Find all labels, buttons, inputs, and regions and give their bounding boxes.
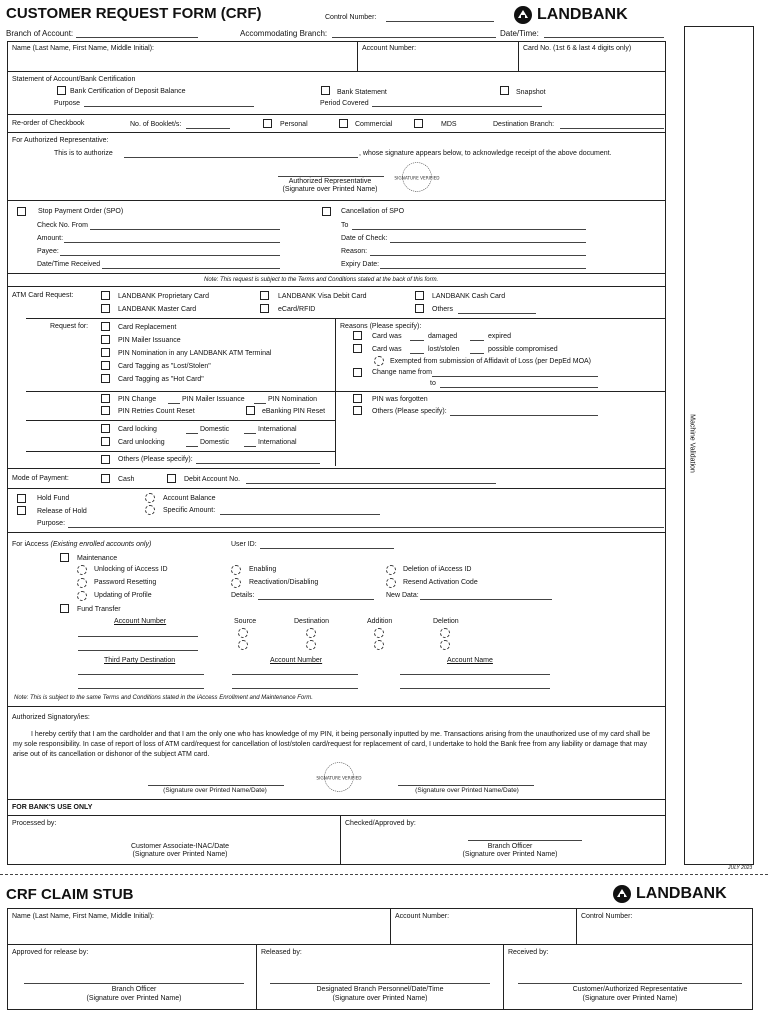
divider [7,706,666,707]
specific-radio[interactable] [145,505,155,515]
divider [390,908,391,944]
mds-label: MDS [441,121,457,128]
checked-label: Checked/Approved by: [345,820,416,827]
stub-landbank-logo-text: LANDBANK [636,885,727,902]
deletion-radio-1[interactable] [440,628,450,638]
payee-line[interactable] [60,255,280,256]
purpose-line[interactable] [84,106,254,107]
divider [7,468,666,469]
profile-label: Updating of Profile [94,592,152,599]
date-received-label: Date/Time Received [37,261,101,268]
details-label: Details: [231,592,255,599]
stop-payment-checkbox[interactable] [17,207,26,216]
spo-note: Note: This request is subject to the Terms and Conditions stated at the back of this form. [204,277,439,283]
card-was-label-2: Card was [372,346,402,353]
reasons-label: Reasons (Please specify): [340,323,422,330]
replacement-checkbox[interactable] [101,322,110,331]
iaccess-title-note: (Existing enrolled accounts only) [50,541,152,548]
stub-control-label: Control Number: [581,913,633,920]
addition-radio-1[interactable] [374,628,384,638]
others-specify-label: Others (Please specify): [372,408,447,415]
booklets-line[interactable] [186,128,230,129]
control-number-line[interactable] [386,21,494,22]
debit-checkbox[interactable] [167,474,176,483]
lost-label: lost/stolen [428,346,460,353]
period-covered-line[interactable] [372,106,542,107]
iaccess-title [12,541,151,549]
ft-account-number-header: Account Number [114,618,167,625]
user-id-line[interactable] [260,548,394,549]
locking-domestic-label: Domestic [200,426,230,433]
rep-text: This is to authorize [54,150,113,157]
ebanking-checkbox[interactable] [246,406,255,415]
master-checkbox[interactable] [101,304,110,313]
iaccess-note: Note: This is subject to the same Terms and Conditions stated in the iAccess Enrollment and Maintenance Form. [14,695,313,701]
expired-label: expired [488,333,511,340]
cash-label: Cash [118,476,135,483]
cash-card-checkbox[interactable] [415,291,424,300]
stub-approved-label: Approved for release by: [12,949,89,956]
card-no-label: Card No. (1st 6 & last 4 digits only) [523,45,632,52]
cancel-spo-label: Cancellation of SPO [341,208,405,215]
unlocking-domestic-label: Domestic [200,439,230,446]
card-unlocking-checkbox[interactable] [101,437,110,446]
tp-line-5[interactable] [232,688,358,689]
rep-title: For Authorized Representative: [12,137,109,144]
check-from-label: Check No. From [37,222,88,229]
signatory-sig-2: (Signature over Printed Name/Date) [415,787,519,794]
date-time-line[interactable] [544,37,664,38]
visa-label: LANDBANK Visa Debit Card [278,293,367,300]
pin-forgotten-label: PIN was forgotten [372,396,428,403]
user-id-label: User ID: [231,541,257,548]
ft-addition-header: Addition [367,618,393,625]
stub-dp-label-1: Designated Branch Personnel/Date/Time [316,986,444,993]
others-2-checkbox[interactable] [101,455,110,464]
pin-mailer-2-label: PIN Mailer Issuance [182,396,245,403]
date-of-check-line[interactable] [390,242,586,243]
bo-label-2: (Signature over Printed Name) [462,851,558,858]
accommodating-branch-label: Accommodating Branch: [240,29,328,38]
profile-radio[interactable] [77,591,87,601]
signature-verified-seal [394,160,440,194]
stub-dp-line[interactable] [270,983,490,984]
cut-line [0,874,768,875]
bo-line[interactable] [468,840,582,841]
destination-branch-label: Destination Branch: [493,121,555,128]
divider [576,908,577,944]
change-name-from-line[interactable] [432,376,598,377]
landbank-logo-icon [513,5,533,25]
machine-validation-label: Machine Validation [688,414,696,473]
pin-nomination-label: PIN Nomination in any LANDBANK ATM Terminal [118,350,272,357]
account-number-label: Account Number: [362,45,417,52]
soa-title: Statement of Account/Bank Certification [12,76,136,83]
commercial-checkbox[interactable] [339,119,348,128]
expiry-line[interactable] [380,268,586,269]
change-name-to-label: to [430,380,436,387]
tp-line-3[interactable] [400,674,550,675]
pin-mailer-2-line[interactable] [168,403,180,404]
commercial-label: Commercial [355,121,393,128]
unlocking-label: Unlocking of iAccess ID [94,566,168,573]
reason-line[interactable] [370,255,586,256]
divider [7,944,753,945]
resend-label: Resend Activation Code [403,579,478,586]
divider [26,318,666,319]
request-for-label: Request for: [50,323,89,330]
period-covered-label: Period Covered [320,100,369,107]
others-label: Others [432,306,454,313]
change-name-label: Change name from [372,369,432,376]
pin-nom-2-line[interactable] [254,403,266,404]
destination-radio-1[interactable] [306,628,316,638]
damaged-line[interactable] [410,340,424,341]
ft-account-line-1[interactable] [78,636,198,637]
tp-account-number-label: Account Number [270,657,323,664]
locking-intl-label: International [258,426,297,433]
ft-deletion-header: Deletion [433,618,459,625]
ecard-label: eCard/RFID [278,306,316,313]
stub-cr-label-1: Customer/Authorized Representative [572,986,688,993]
bank-cert-checkbox[interactable] [57,86,66,95]
pin-change-label: PIN Change [118,396,157,403]
hold-purpose-label: Purpose: [37,520,66,527]
amount-label: Amount: [37,235,64,242]
date-time-label: Date/Time: [500,29,539,38]
iaccess-title-text: For iAccess [12,541,49,548]
processed-label: Processed by: [12,820,57,827]
reactivation-label: Reactivation/Disabling [249,579,319,586]
stub-bo-line[interactable] [24,983,244,984]
divider [7,273,666,274]
exempted-label: Exempted from submission of Affidavit of Loss (per DepEd MOA) [390,358,592,365]
bank-statement-label: Bank Statement [337,89,387,96]
divider [7,114,666,115]
name-label: Name (Last Name, First Name, Middle Initial): [12,45,154,52]
stub-account-label: Account Number: [395,913,450,920]
divider [503,944,504,1010]
pin-mailer-checkbox[interactable] [101,335,110,344]
snapshot-label: Snapshot [516,89,546,96]
pin-nomination-checkbox[interactable] [101,348,110,357]
exempted-radio[interactable] [374,356,384,366]
pin-forgotten-checkbox[interactable] [353,394,362,403]
unlocking-intl-line[interactable] [244,446,256,447]
others-2-label: Others (Please specify): [118,456,193,463]
source-radio-2[interactable] [238,640,248,650]
bo-label-1: Branch Officer [487,843,533,850]
release-checkbox[interactable] [17,506,26,515]
change-name-checkbox[interactable] [353,368,362,377]
maintenance-checkbox[interactable] [60,553,69,562]
stop-payment-label: Stop Payment Order (SPO) [38,208,124,215]
form-title: CUSTOMER REQUEST FORM (CRF) [6,5,262,22]
divider [7,200,666,201]
divider [518,41,519,71]
rep-signature-line[interactable] [278,176,384,177]
specific-line[interactable] [220,514,380,515]
personal-checkbox[interactable] [263,119,272,128]
stub-landbank-logo-icon [612,884,632,904]
to-line[interactable] [352,229,586,230]
expiry-label: Expiry Date: [341,261,380,268]
checkbook-title: Re-order of Checkbook [12,120,85,127]
expired-line[interactable] [470,340,484,341]
deletion-label: Deletion of iAccess ID [403,566,472,573]
resend-radio[interactable] [386,578,396,588]
ft-source-header: Source [234,618,257,625]
tp-line-6[interactable] [400,688,550,689]
unlocking-domestic-line[interactable] [186,446,198,447]
stub-cr-label-2: (Signature over Printed Name) [582,995,678,1002]
proprietary-label: LANDBANK Proprietary Card [118,293,210,300]
stub-bo-label-2: (Signature over Printed Name) [86,995,182,1002]
lost-stolen-label: Card Tagging as "Lost/Stolen" [118,363,211,370]
details-line[interactable] [258,599,374,600]
seal-text-2: SIGNATURE VERIFIED [316,776,362,782]
enabling-radio[interactable] [231,565,241,575]
stub-dp-label-2: (Signature over Printed Name) [332,995,428,1002]
stub-received-label: Received by: [508,949,549,956]
signatory-line-1[interactable] [148,785,284,786]
replacement-label: Card Replacement [118,324,177,331]
ca-label-2: (Signature over Printed Name) [132,851,228,858]
pin-retries-checkbox[interactable] [101,406,110,415]
payment-title: Mode of Payment: [12,475,69,482]
reactivation-radio[interactable] [231,578,241,588]
check-from-line[interactable] [90,229,280,230]
specific-label: Specific Amount: [163,507,216,514]
rep-name-line[interactable] [124,157,358,158]
tp-line-2[interactable] [232,674,358,675]
deletion-radio-2[interactable] [440,640,450,650]
proprietary-checkbox[interactable] [101,291,110,300]
rep-sig-label-2: (Signature over Printed Name) [282,186,378,193]
compromised-label: possible compromised [488,346,558,353]
divider [7,799,666,800]
destination-branch-line[interactable] [560,128,664,129]
signature-verified-seal-2 [316,760,362,794]
cancel-spo-checkbox[interactable] [322,207,331,216]
payee-label: Payee: [37,248,59,255]
addition-radio-2[interactable] [374,640,384,650]
amount-line[interactable] [64,242,280,243]
certification-text: I hereby certify that I am the cardholder and that I am the only one who has knowledge of my PIN, it being personally inputted by me. Transactions arising from the unauthorized use of my card shall be my sole responsibility. In case of report of loss of ATM card/request for cancellation of lost/stolen card/request for replacement of card, I undertake to hold the Bank free from any liability or damage that may arise out of its cancellation or dishonor of the subject ATM card. [13,731,651,758]
reason-label: Reason: [341,248,368,255]
tp-line-4[interactable] [78,688,204,689]
personal-label: Personal [280,121,308,128]
control-number-label: Control Number: [325,14,377,21]
hold-fund-checkbox[interactable] [17,494,26,503]
unlocking-radio[interactable] [77,565,87,575]
maintenance-label: Maintenance [77,555,118,562]
new-data-line[interactable] [420,599,552,600]
locking-intl-line[interactable] [244,433,256,434]
ebanking-label: eBanking PIN Reset [262,408,326,415]
destination-radio-2[interactable] [306,640,316,650]
debit-label: Debit Account No. [184,476,241,483]
master-label: LANDBANK Master Card [118,306,197,313]
divider [7,815,666,816]
others-checkbox[interactable] [415,304,424,313]
card-unlocking-label: Card unlocking [118,439,165,446]
others-2-line[interactable] [196,463,320,464]
to-label: To [341,222,349,229]
bank-statement-checkbox[interactable] [321,86,330,95]
damaged-label: damaged [428,333,458,340]
third-party-label: Third Party Destination [104,657,176,664]
pin-nom-2-label: PIN Nomination [268,396,318,403]
fund-transfer-checkbox[interactable] [60,604,69,613]
hold-purpose-line[interactable] [68,527,664,528]
release-label: Release of Hold [37,508,87,515]
purpose-label: Purpose [54,100,81,107]
form-version: JULY 2023 [728,865,753,871]
others-specify-line[interactable] [450,415,598,416]
ft-destination-header: Destination [294,618,330,625]
hot-card-label: Card Tagging as "Hot Card" [118,376,204,383]
change-name-to-line[interactable] [440,387,598,388]
stub-bo-label-1: Branch Officer [111,986,157,993]
rep-sig-label-1: Authorized Representative [288,178,372,185]
enabling-label: Enabling [249,566,277,573]
others-line[interactable] [458,313,536,314]
divider [335,318,336,466]
source-radio-1[interactable] [238,628,248,638]
stub-title: CRF CLAIM STUB [6,886,134,903]
ca-label-1: Customer Associate-INAC/Date [130,843,230,850]
divider [26,391,666,392]
balance-label: Account Balance [163,495,216,502]
new-data-label: New Data: [386,592,419,599]
divider [7,132,666,133]
tp-account-name-label: Account Name [447,657,493,664]
hold-fund-label: Hold Fund [37,495,70,502]
pin-mailer-label: PIN Mailer Issuance [118,337,181,344]
divider [7,488,666,489]
ecard-checkbox[interactable] [260,304,269,313]
signatory-line-2[interactable] [398,785,534,786]
hot-card-checkbox[interactable] [101,374,110,383]
card-was-label-1: Card was [372,333,402,340]
unlocking-intl-label: International [258,439,297,446]
debit-line[interactable] [246,483,496,484]
date-of-check-label: Date of Check: [341,235,388,242]
cash-checkbox[interactable] [101,474,110,483]
stub-landbank-logo [612,884,727,904]
stub-cr-line[interactable] [518,983,742,984]
seal-text: SIGNATURE VERIFIED [394,176,440,182]
pin-retries-label: PIN Retries Count Reset [118,408,195,415]
ft-account-line-2[interactable] [78,650,198,651]
divider [256,944,257,1010]
atm-title: ATM Card Request: [12,292,74,299]
bank-use-title: FOR BANK'S USE ONLY [12,804,93,811]
mds-checkbox[interactable] [414,119,423,128]
branch-of-account-line[interactable] [76,37,198,38]
snapshot-checkbox[interactable] [500,86,509,95]
booklets-label: No. of Booklet/s: [130,121,182,128]
password-radio[interactable] [77,578,87,588]
visa-checkbox[interactable] [260,291,269,300]
card-was-checkbox-2[interactable] [353,344,362,353]
landbank-logo-text: LANDBANK [537,6,628,23]
landbank-logo [513,5,628,25]
deletion-radio[interactable] [386,565,396,575]
signatory-title: Authorized Signatory/ies: [12,714,90,721]
divider [357,41,358,71]
password-label: Password Resetting [94,579,157,586]
bank-cert-label: Bank Certification of Deposit Balance [70,88,186,95]
fund-transfer-label: Fund Transfer [77,606,121,613]
signatory-sig-1: (Signature over Printed Name/Date) [163,787,267,794]
cash-card-label: LANDBANK Cash Card [432,293,506,300]
lost-stolen-checkbox[interactable] [101,361,110,370]
lost-line[interactable] [410,353,424,354]
divider [340,815,341,865]
divider [7,532,666,533]
stub-released-label: Released by: [261,949,302,956]
divider [26,420,336,421]
rep-text-2: , whose signature appears below, to acknowledge receipt of the above document. [359,150,612,157]
divider [7,286,666,287]
date-received-line[interactable] [102,268,280,269]
branch-of-account-label: Branch of Account: [6,29,74,38]
compromised-line[interactable] [470,353,484,354]
divider [7,71,666,72]
pin-change-checkbox[interactable] [101,394,110,403]
card-locking-checkbox[interactable] [101,424,110,433]
card-locking-label: Card locking [118,426,157,433]
accommodating-branch-line[interactable] [332,37,496,38]
stub-name-label: Name (Last Name, First Name, Middle Initial): [12,913,154,920]
balance-radio[interactable] [145,493,155,503]
card-was-checkbox-1[interactable] [353,331,362,340]
locking-domestic-line[interactable] [186,433,198,434]
others-specify-checkbox[interactable] [353,406,362,415]
divider [26,451,336,452]
tp-line-1[interactable] [78,674,204,675]
